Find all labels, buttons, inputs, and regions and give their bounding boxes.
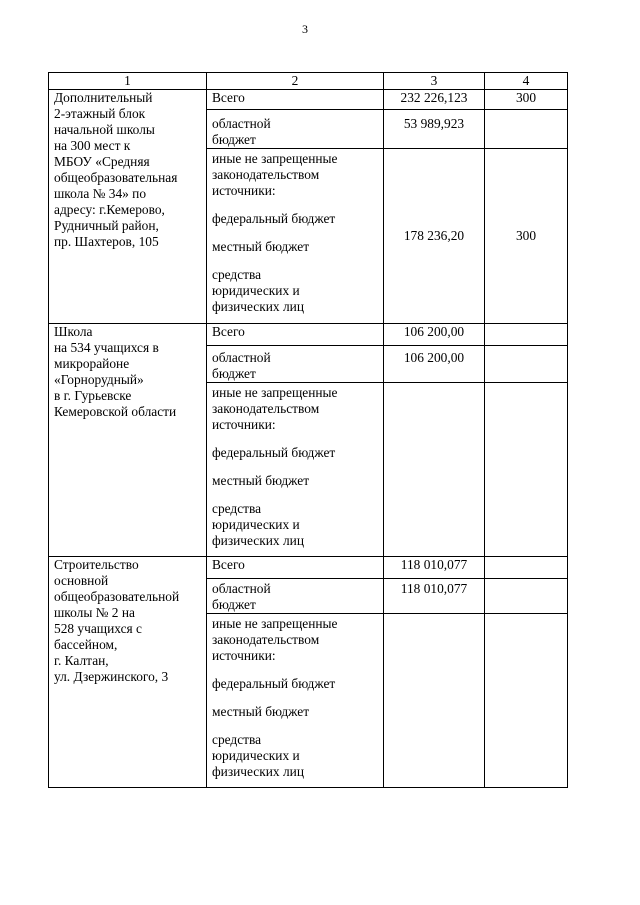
other-sources-cell: [207, 383, 384, 557]
table-row: [49, 90, 568, 110]
page-number: 3: [302, 22, 308, 36]
total-label: Всего: [207, 324, 384, 346]
other-value: 178 236,20: [384, 149, 485, 324]
table-row: [49, 557, 568, 579]
other-label: иные не запрещенные законодательством источники:: [212, 616, 338, 663]
total-value: 106 200,00: [384, 324, 485, 346]
regional-value: 106 200,00: [384, 346, 485, 383]
header-col-3: 3: [384, 73, 485, 90]
total-label: Всего: [207, 557, 384, 579]
local-label: местный бюджет: [212, 704, 310, 719]
regional-label: областной бюджет: [207, 579, 384, 614]
regional-col4: [485, 346, 568, 383]
table-row: [49, 324, 568, 346]
other-col4: [485, 383, 568, 557]
regional-col4: [485, 579, 568, 614]
legal-label: средства юридических и физических лиц: [212, 501, 304, 548]
legal-label: средства юридических и физических лиц: [212, 732, 304, 779]
total-col4: 300: [485, 90, 568, 110]
federal-label: федеральный бюджет: [212, 445, 336, 460]
table-header-row: [49, 73, 568, 90]
header-col-2: 2: [207, 73, 384, 90]
other-value: [384, 614, 485, 788]
total-value: 118 010,077: [384, 557, 485, 579]
total-col4: [485, 324, 568, 346]
other-sources-cell: [207, 149, 384, 324]
other-label: иные не запрещенные законодательством источники:: [212, 385, 338, 432]
other-label: иные не запрещенные законодательством источники:: [212, 151, 338, 198]
total-value: 232 226,123: [384, 90, 485, 110]
other-value: [384, 383, 485, 557]
regional-label: областной бюджет: [207, 346, 384, 383]
other-sources-cell: [207, 614, 384, 788]
other-col4: [485, 614, 568, 788]
regional-value: 118 010,077: [384, 579, 485, 614]
local-label: местный бюджет: [212, 239, 310, 254]
federal-label: федеральный бюджет: [212, 211, 336, 226]
regional-label: областной бюджет: [207, 110, 384, 149]
regional-col4: [485, 110, 568, 149]
total-col4: [485, 557, 568, 579]
legal-label: средства юридических и физических лиц: [212, 267, 304, 314]
federal-label: федеральный бюджет: [212, 676, 336, 691]
local-label: местный бюджет: [212, 473, 310, 488]
object-name: Строительство основной общеобразовательной школы № 2 на 528 учащихся с бассейном, г. Калтан, ул. Дзержинского, 3: [49, 557, 207, 788]
object-name: Школа на 534 учащихся в микрорайоне «Горнорудный» в г. Гурьевске Кемеровской области: [49, 324, 207, 557]
header-col-4: 4: [485, 73, 568, 90]
total-label: Всего: [207, 90, 384, 110]
other-col4: 300: [485, 149, 568, 324]
funding-table: [48, 72, 568, 788]
header-col-1: 1: [49, 73, 207, 90]
object-name: Дополнительный 2-этажный блок начальной школы на 300 мест к МБОУ «Средняя общеобразовательная школа № 34» по адресу: г.Кемерово, Рудничный район, пр. Шахтеров, 105: [49, 90, 207, 324]
regional-value: 53 989,923: [384, 110, 485, 149]
